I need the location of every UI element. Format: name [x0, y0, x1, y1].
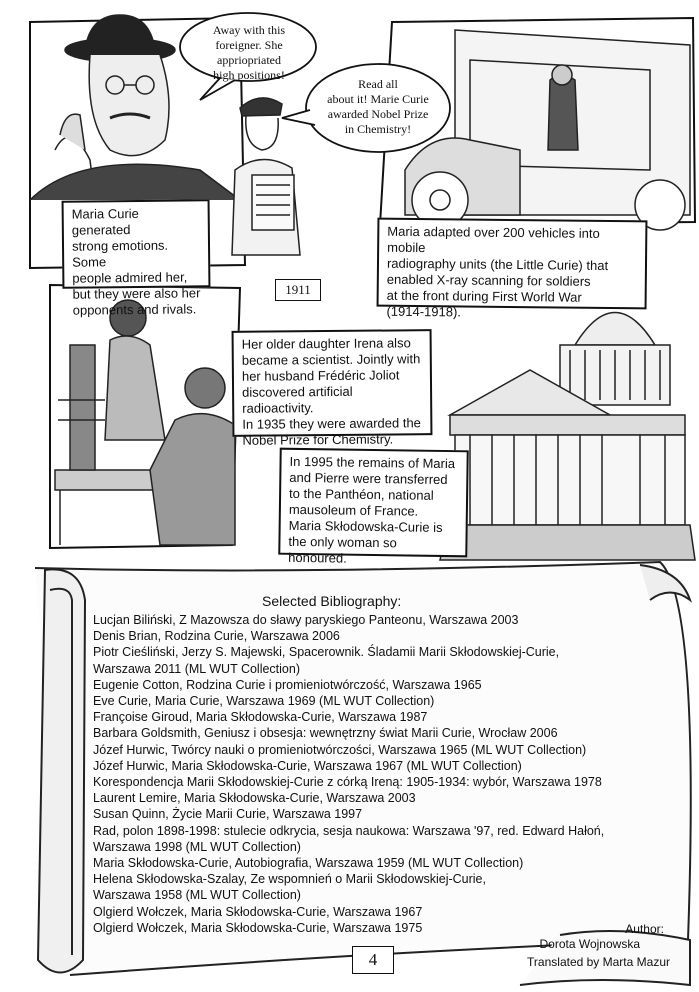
- caption-emotions: Maria Curie generated strong emotions. Some people admired her, but they were also her opponents and rivals.: [62, 199, 211, 289]
- bibliography-entry: Warszawa 1998 (ML WUT Collection): [93, 839, 301, 854]
- author-name: Dorota Wojnowska: [539, 937, 640, 951]
- bibliography-entry: Eugenie Cotton, Rodzina Curie i promieniotwórczość, Warszawa 1965: [93, 677, 482, 692]
- bibliography-entry: Laurent Lemire, Maria Skłodowska-Curie, Warszawa 2003: [93, 791, 416, 806]
- bibliography-title: Selected Bibliography:: [262, 593, 402, 609]
- caption-pantheon: In 1995 the remains of Maria and Pierre were transferred to the Panthéon, national mausoleum of France. Maria Skłodowska-Curie is the only woman so honoured.: [278, 448, 468, 558]
- page-number: 4: [352, 946, 394, 974]
- bibliography-entry: Denis Brian, Rodzina Curie, Warszawa 2006: [93, 629, 340, 644]
- bibliography-entry: Maria Skłodowska-Curie, Autobiografia, Warszawa 1959 (ML WUT Collection): [93, 856, 524, 871]
- year-label: 1911: [275, 279, 321, 301]
- bibliography-entry: Eve Curie, Maria Curie, Warszawa 1969 (ML WUT Collection): [93, 694, 435, 709]
- bibliography-entry: Warszawa 1958 (ML WUT Collection): [93, 888, 301, 903]
- speech-text-foreigner: Away with this foreigner. She appriopriated high positions!: [212, 23, 286, 82]
- bibliography-entry: Piotr Cieśliński, Jerzy S. Majewski, Spacerownik. Śladamii Marii Skłodowskiej-Curie,: [93, 645, 560, 660]
- bibliography-entry: Józef Hurwic, Maria Skłodowska-Curie, Warszawa 1967 (ML WUT Collection): [93, 758, 522, 773]
- caption-little-curie: Maria adapted over 200 vehicles into mobile radiography units (the Little Curie) that enabled X-ray scanning for soldiers at the front during First World War (1914-1918).: [377, 218, 648, 310]
- bibliography-entry: Olgierd Wołczek, Maria Skłodowska-Curie, Warszawa 1967: [93, 904, 423, 919]
- bibliography-entry: Józef Hurwic, Twórcy nauki o promieniotwórczości, Warszawa 1965 (ML WUT Collection): [93, 742, 587, 757]
- bibliography-entry: Korespondencja Marii Skłodowskiej-Curie z córką Ireną: 1905-1934: wybór, Warszawa 1978: [93, 775, 602, 790]
- bibliography-entry: Françoise Giroud, Maria Skłodowska-Curie, Warszawa 1987: [93, 710, 428, 725]
- bibliography-entry: Rad, polon 1898-1998: stulecie odkrycia, sesja naukowa: Warszawa '97, red. Edward Hałoń,: [93, 823, 605, 838]
- bibliography-entry: Helena Skłodowska-Szalay, Ze wspomnień o Marii Skłodowskiej-Curie,: [93, 872, 486, 887]
- bibliography-entry: Lucjan Biliński, Z Mazowsza do sławy paryskiego Panteonu, Warszawa 2003: [93, 613, 519, 627]
- translator-credit: Translated by Marta Mazur: [527, 955, 670, 969]
- caption-irena: Her older daughter Irena also became a scientist. Jointly with her husband Frédéric Joliot discovered artificial radioactivity. In 1935 they were awarded the Nobel Prize for Chemistry.: [232, 329, 433, 437]
- bibliography-entry: Olgierd Wołczek, Maria Skłodowska-Curie, Warszawa 1975: [93, 920, 423, 935]
- bibliography-entry: Barbara Goldsmith, Geniusz i obsesja: wewnętrzny świat Marii Curie, Wrocław 2006: [93, 726, 558, 741]
- bibliography-entry: Susan Quinn, Życie Marii Curie, Warszawa 1997: [93, 807, 363, 822]
- bibliography-list: [93, 612, 653, 936]
- author-label: Author:: [625, 922, 664, 936]
- bibliography-entry: Warszawa 2011 (ML WUT Collection): [93, 661, 301, 676]
- speech-text-newsboy: Read all about it! Marie Curie awarded Nobel Prize in Chemistry!: [327, 77, 429, 136]
